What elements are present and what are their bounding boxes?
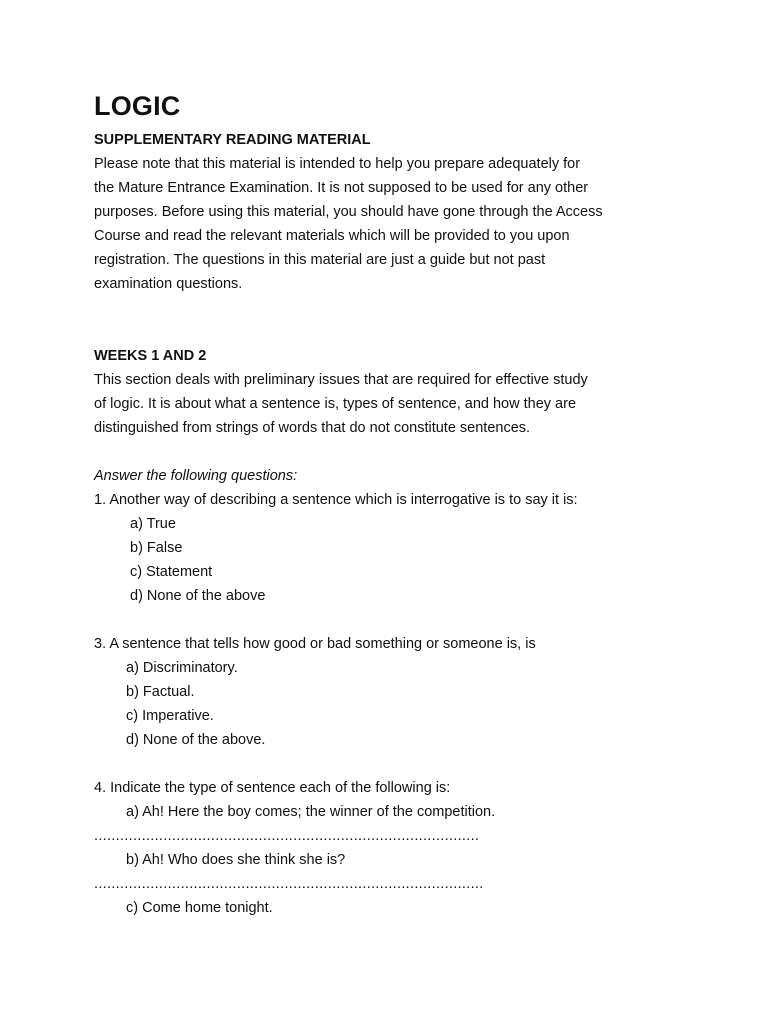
- spacer: [94, 608, 694, 632]
- intro-line: purposes. Before using this material, you should have gone through the Access: [94, 204, 603, 220]
- spacer: [94, 296, 694, 344]
- question-1-option-c: c) Statement: [130, 564, 213, 580]
- intro-line: the Mature Entrance Examination. It is not supposed to be used for any other: [94, 180, 589, 196]
- intro-line: examination questions.: [94, 276, 243, 292]
- question-3-option-b: b) Factual.: [126, 684, 195, 700]
- question-4-item-c: c) Come home tonight.: [126, 900, 273, 916]
- question-3-option-d: d) None of the above.: [126, 732, 266, 748]
- question-4-item-a: a) Ah! Here the boy comes; the winner of the competition.: [126, 804, 496, 820]
- instruction-text: Answer the following questions:: [94, 468, 298, 484]
- document-title: LOGIC: [94, 91, 181, 121]
- document-subtitle: SUPPLEMENTARY READING MATERIAL: [94, 132, 371, 148]
- section-line: distinguished from strings of words that do not constitute sentences.: [94, 420, 531, 436]
- intro-line: registration. The questions in this material are just a guide but not past: [94, 252, 546, 268]
- intro-paragraph: [94, 152, 694, 296]
- intro-line: Course and read the relevant materials which will be provided to you upon: [94, 228, 570, 244]
- question-1-option-a: a) True: [130, 516, 176, 532]
- question-3: 3. A sentence that tells how good or bad something or someone is, is: [94, 636, 536, 652]
- section-line: This section deals with preliminary issues that are required for effective study: [94, 372, 588, 388]
- section-heading: WEEKS 1 AND 2: [94, 348, 207, 364]
- spacer: [94, 440, 694, 464]
- question-4-item-b: b) Ah! Who does she think she is?: [126, 852, 346, 868]
- section-line: of logic. It is about what a sentence is, types of sentence, and how they are: [94, 396, 577, 412]
- question-4: 4. Indicate the type of sentence each of the following is:: [94, 780, 451, 796]
- question-3-option-c: c) Imperative.: [126, 708, 214, 724]
- section-paragraph: [94, 368, 694, 440]
- document-page: [94, 88, 694, 920]
- question-1: 1. Another way of describing a sentence which is interrogative is to say it is:: [94, 492, 578, 508]
- question-3-option-a: a) Discriminatory.: [126, 660, 238, 676]
- answer-line: ..........................................................................................: [94, 876, 484, 892]
- question-1-option-d: d) None of the above: [130, 588, 266, 604]
- intro-line: Please note that this material is intended to help you prepare adequately for: [94, 156, 581, 172]
- question-1-option-b: b) False: [130, 540, 183, 556]
- answer-line: .........................................................................................: [94, 828, 480, 844]
- spacer: [94, 752, 694, 776]
